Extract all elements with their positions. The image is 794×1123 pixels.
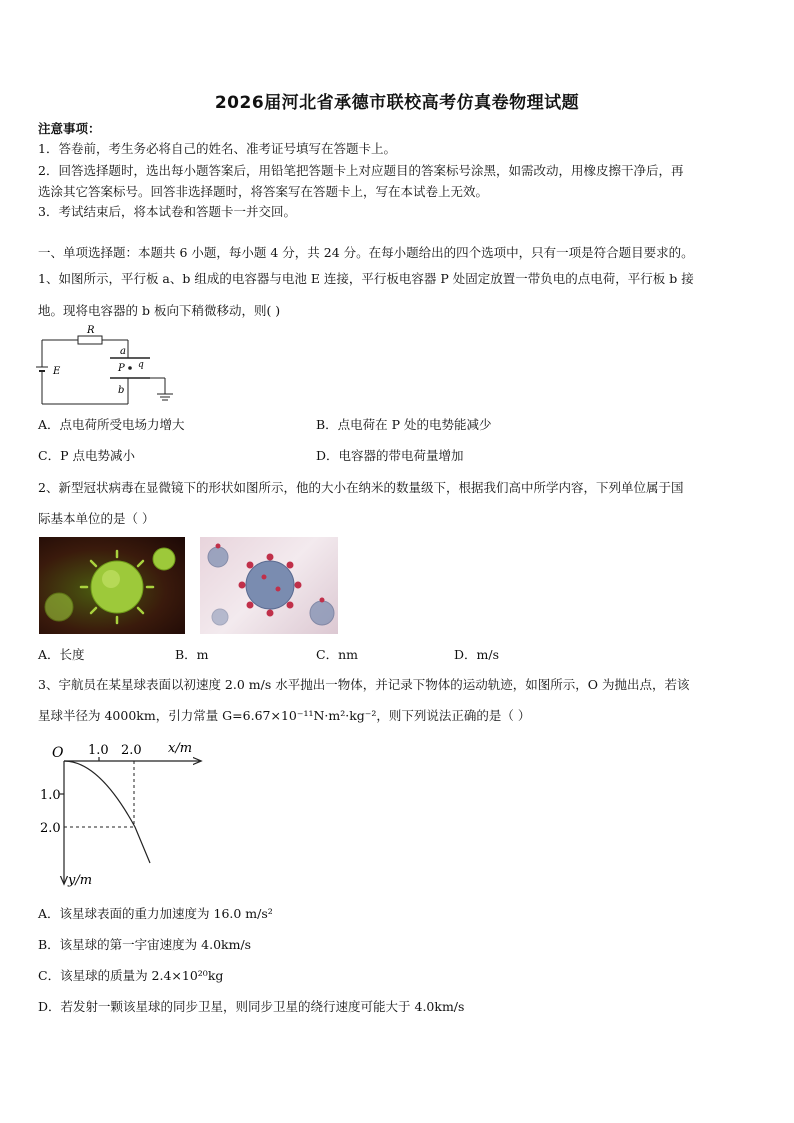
question-1-text: 1、如图所示，平行板 a、b 组成的电容器与电池 E 连接，平行板电容器 P 处固定放置一带负电的点电荷，平行板 b 接 xyxy=(38,271,694,286)
question-2-text-cont: 际基本单位的是（ ） xyxy=(38,511,155,526)
resistor-label: R xyxy=(87,325,95,336)
y-tick-label: 2.0 xyxy=(40,821,61,836)
option-c: C．nm xyxy=(316,647,358,662)
option-b: B．m xyxy=(175,647,209,662)
y-axis-label: y/m xyxy=(68,873,93,888)
point-p-label: P xyxy=(118,363,125,374)
notice-item: 选涂其它答案标号。回答非选择题时，将答案写在答题卡上，写在本试卷上无效。 xyxy=(38,184,489,199)
option-d: D．电容器的带电荷量增加 xyxy=(316,448,464,463)
notice-item: 3．考试结束后，将本试卷和答题卡一并交回。 xyxy=(38,204,296,219)
section-heading: 一、单项选择题：本题共 6 小题，每小题 4 分，共 24 分。在每小题给出的四个选项中，只有一项是符合题目要求的。 xyxy=(38,245,694,260)
trajectory-graph xyxy=(35,733,210,891)
option-b: B．点电荷在 P 处的电势能减少 xyxy=(316,417,492,432)
question-3-text-cont: 星球半径为 4000km，引力常量 G=6.67×10⁻¹¹N·m²·kg⁻²，则下列说法正确的是（ ） xyxy=(38,708,531,723)
notice-heading: 注意事项： xyxy=(38,121,101,136)
option-c: C．该星球的质量为 2.4×10²⁰kg xyxy=(38,968,224,983)
option-c: C．P 点电势减小 xyxy=(38,448,135,463)
option-a: A．长度 xyxy=(38,647,85,662)
page-title: 2026届河北省承德市联校高考仿真卷物理试题 xyxy=(214,93,580,113)
option-a: A．该星球表面的重力加速度为 16.0 m/s² xyxy=(38,906,273,921)
plate-a-label: a xyxy=(120,346,126,357)
x-tick-label: 1.0 xyxy=(88,743,109,758)
x-axis-label: x/m xyxy=(168,741,193,756)
question-2-text: 2、新型冠状病毒在显微镜下的形状如图所示，他的大小在纳米的数量级下，根据我们高中所学内容，下列单位属于国 xyxy=(38,480,684,495)
option-a: A．点电荷所受电场力增大 xyxy=(38,417,185,432)
x-tick-label: 2.0 xyxy=(121,743,142,758)
question-1-text-cont: 地。现将电容器的 b 板向下稍微移动，则( ) xyxy=(38,303,281,318)
charge-q-label: q xyxy=(138,360,144,370)
y-tick-label: 1.0 xyxy=(40,788,61,803)
option-d: D．若发射一颗该星球的同步卫星，则同步卫星的绕行速度可能大于 4.0km/s xyxy=(38,999,465,1014)
question-3-text: 3、宇航员在某星球表面以初速度 2.0 m/s 水平抛出一物体，并记录下物体的运动轨迹，如图所示，O 为抛出点，若该 xyxy=(38,677,690,692)
virus-image-green xyxy=(39,537,185,634)
plate-b-label: b xyxy=(118,385,125,396)
origin-label: O xyxy=(52,745,64,761)
notice-item: 2．回答选择题时，选出每小题答案后，用铅笔把答题卡上对应题目的答案标号涂黑，如需改动，用橡皮擦干净后，再 xyxy=(38,163,684,178)
battery-label: E xyxy=(53,366,61,377)
option-b: B．该星球的第一宇宙速度为 4.0km/s xyxy=(38,937,252,952)
option-d: D．m/s xyxy=(454,647,500,662)
circuit-diagram xyxy=(30,322,190,412)
virus-image-blue xyxy=(200,537,338,634)
notice-item: 1．答卷前，考生务必将自己的姓名、准考证号填写在答题卡上。 xyxy=(38,141,396,156)
